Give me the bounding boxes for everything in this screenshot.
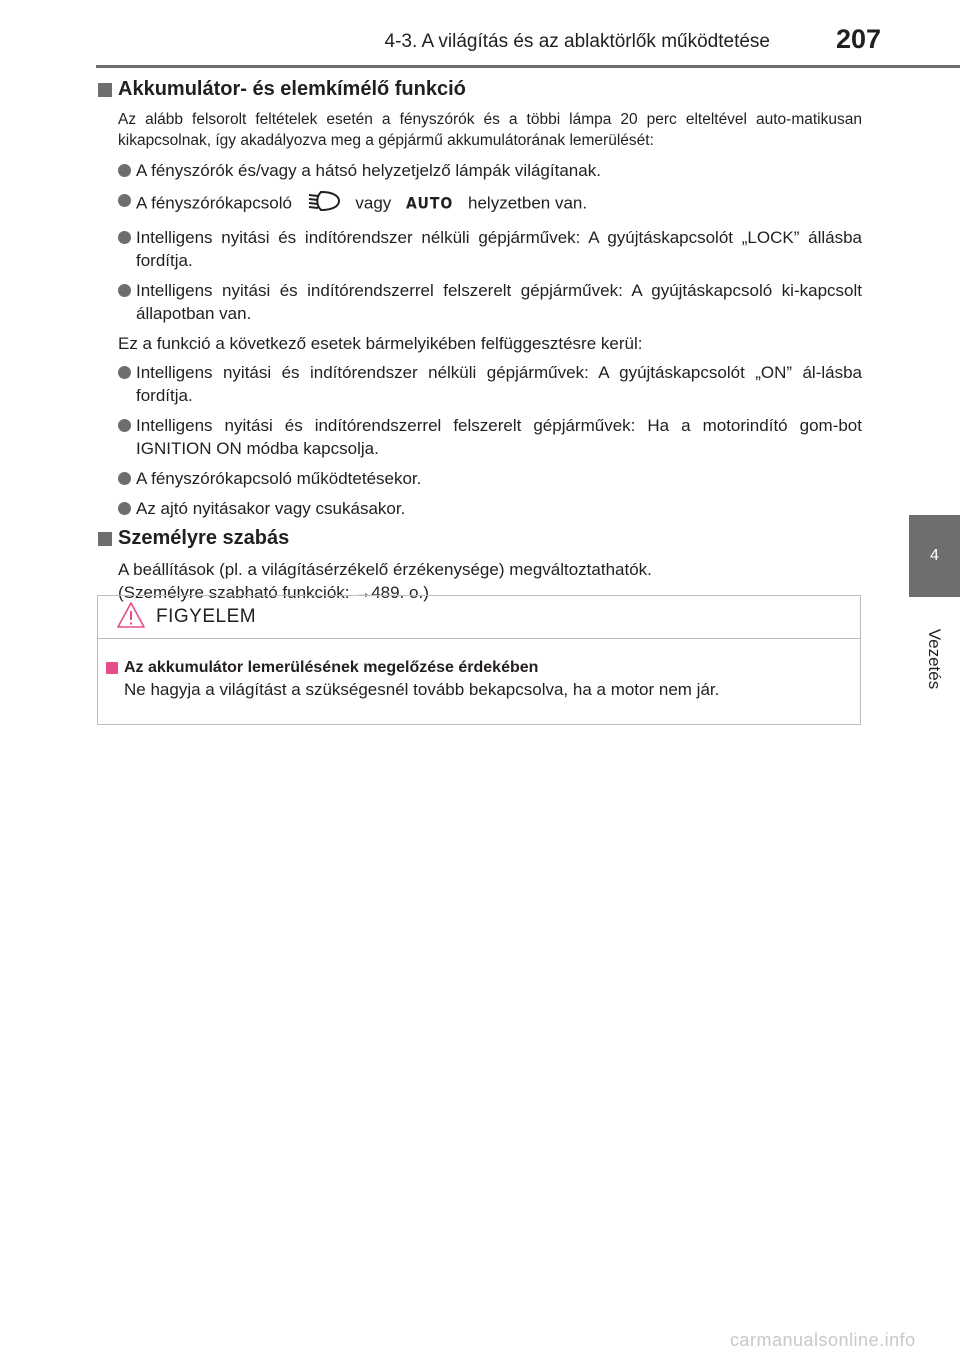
list-item: Intelligens nyitási és indítórendszerrel felszerelt gépjárművek: Ha a motorindító gom-bot IGNITION ON módba kapcsolja. [118,414,862,460]
headlight-low-beam-icon [307,189,341,219]
list-item: Az ajtó nyitásakor vagy csukásakor. [118,497,862,520]
section-intro: Az alább felsorolt feltételek esetén a fényszórók és a többi lámpa 20 perc elteltével auto-matikusan kikapcsolnak, így akadályozva meg a gépjármű akkumulátorának lemerülését: [118,111,862,149]
warning-box [97,595,861,725]
warning-title: FIGYELEM [156,606,257,627]
chapter-tab-number: 4 [930,547,939,564]
warning-body [98,639,860,701]
list-item-text: vagy [355,193,392,213]
customization-reference-link[interactable]: (Személyre szabható funkciók: →489. o.) [118,583,429,602]
page-content [98,78,862,610]
list-item [118,189,862,219]
list-item: Intelligens nyitási és indítórendszerrel felszerelt gépjárművek: A gyújtáskapcsoló ki-kapcsolt állapotban van. [118,279,862,325]
customization-line: A beállítások (pl. a világításérzékelő érzékenysége) megváltoztathatók. [118,560,652,579]
watermark: carmanualsonline.info [730,1330,916,1350]
header-rule [96,65,960,68]
section-square-icon [98,83,112,97]
section-heading-text: Akkumulátor- és elemkímélő funkció [118,78,466,100]
section-heading-customization [98,527,862,550]
list-item: A fényszórók és/vagy a hátsó helyzetjelző lámpák világítanak. [118,159,862,182]
warning-square-icon [106,662,118,674]
suspend-text: Ez a funkció a következő esetek bármelyikében felfüggesztésre kerül: [118,334,643,353]
warning-subheading-text: Az akkumulátor lemerülésének megelőzése érdekében [124,659,539,676]
list-item-text: A fényszórókapcsoló [136,193,292,213]
section-square-icon [98,532,112,546]
chapter-tab-label: Vezetés [925,628,944,690]
auto-mode-icon: AUTO [406,194,454,213]
page-header-title: 4-3. A világítás és az ablaktörlők működtetése [384,31,770,52]
warning-header [98,596,860,639]
list-item-text: helyzetben van. [468,193,588,213]
warning-text: Ne hagyja a világítást a szükségesnél tovább bekapcsolva, ha a motor nem jár. [124,680,720,699]
warning-triangle-icon [116,601,146,634]
page-number: 207 [836,24,882,54]
section-heading-battery-saver [98,78,862,101]
list-item: Intelligens nyitási és indítórendszer nélküli gépjárművek: A gyújtáskapcsolót „ON” ál-lásba fordítja. [118,361,862,407]
warning-subheading [106,659,860,677]
list-item: A fényszórókapcsoló működtetésekor. [118,467,862,490]
chapter-tab[interactable] [909,515,960,597]
section-heading-text: Személyre szabás [118,527,290,549]
list-item: Intelligens nyitási és indítórendszer nélküli gépjárművek: A gyújtáskapcsolót „LOCK” állásba fordítja. [118,226,862,272]
